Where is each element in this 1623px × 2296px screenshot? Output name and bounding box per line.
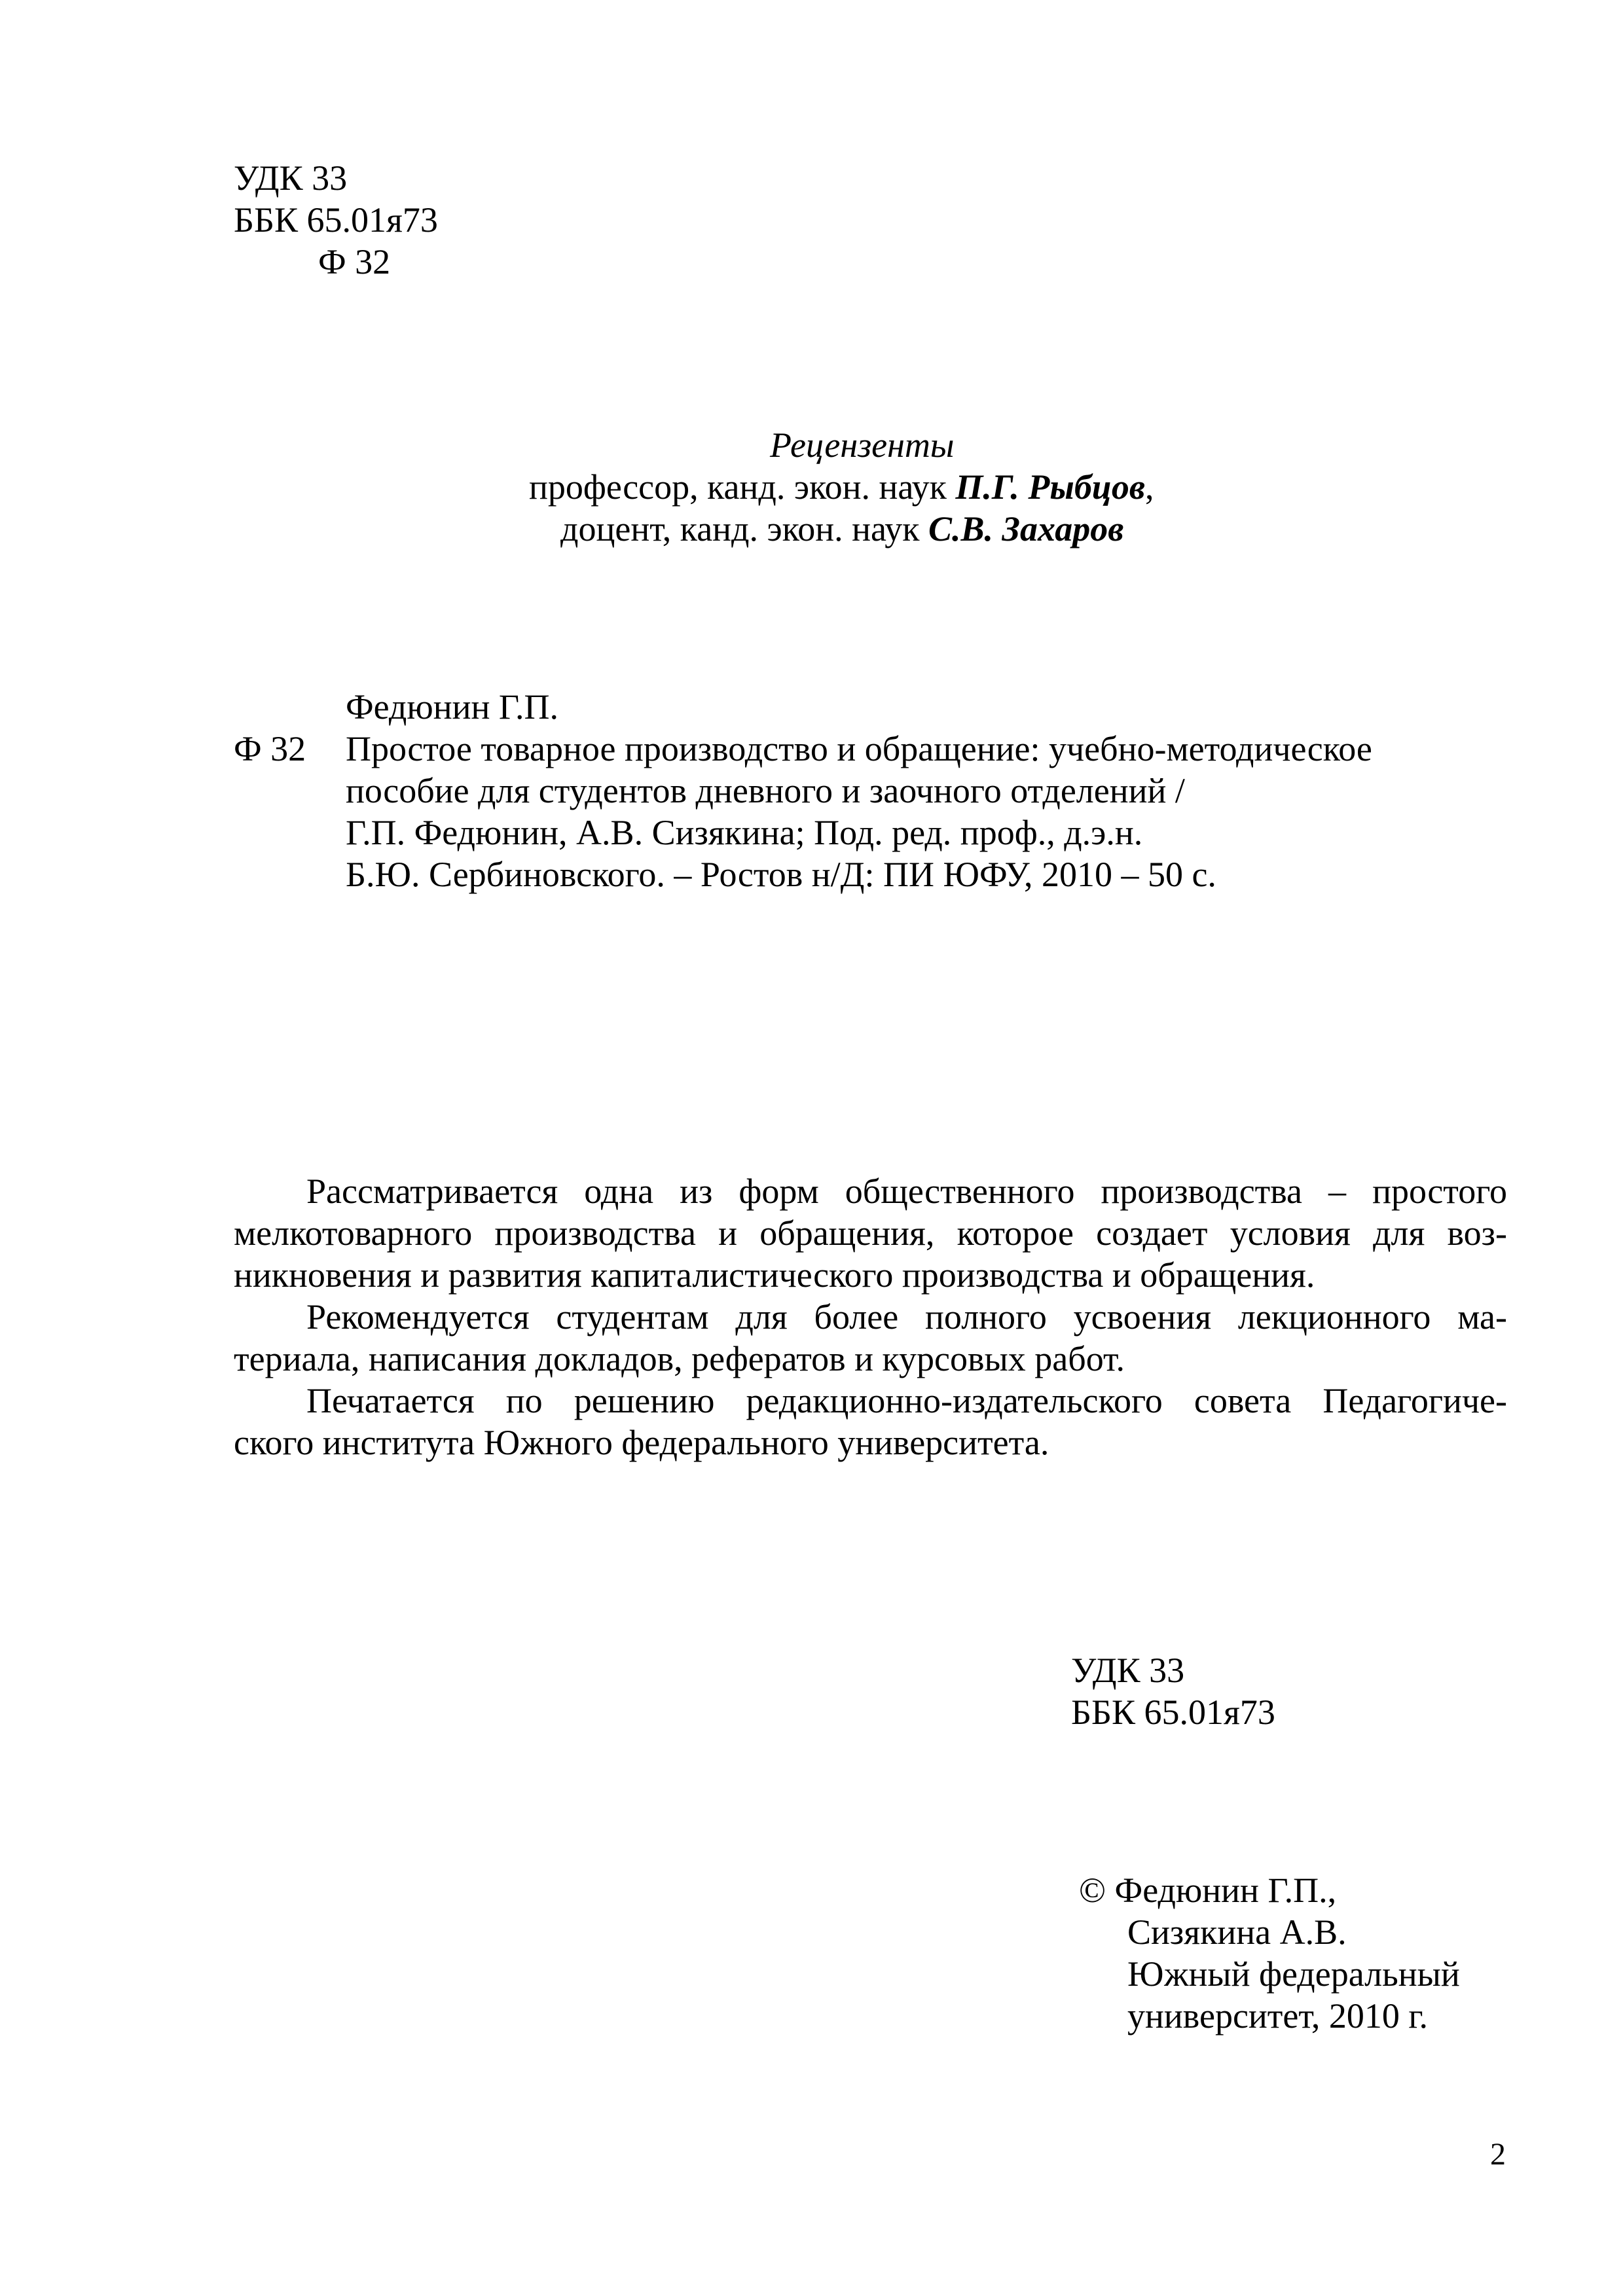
reviewer-2-position: доцент, канд. экон. наук [560,509,920,548]
copyright-line: университет, 2010 г. [1127,1996,1428,2036]
copyright-line: © Федюнин Г.П., [1079,1871,1337,1910]
classification-bbk: ББК 65.01я73 [1071,1693,1275,1732]
reviewer-1 [529,466,1154,508]
page-number: 2 [1490,2137,1506,2172]
biblio-line: Г.П. Федюнин, А.В. Сизякина; Под. ред. проф., д.э.н. [346,813,1143,852]
reviewer-2-name: С.В. Захаров [928,509,1124,548]
reviewer-1-comma: , [1144,467,1154,507]
header-bbk: ББК 65.01я73 [234,200,438,240]
biblio-author: Федюнин Г.П. [346,687,559,726]
biblio-mark: Ф 32 [234,729,306,768]
annotation-line: ского института Южного федерального университета. [234,1423,1049,1462]
annotation-line: никновения и развития капиталистического производства и обращения. [234,1255,1315,1295]
biblio-line: пособие для студентов дневного и заочного отделений / [346,771,1185,810]
copyright-line: Сизякина А.В. [1127,1912,1347,1952]
annotation-line: Рассматривается одна из форм общественного производства – простого [306,1172,1507,1211]
annotation-line: Рекомендуется студентам для более полного усвоения лекционного ма- [306,1297,1507,1336]
annotation-line: Печатается по решению редакционно-издательского совета Педагогиче- [306,1381,1507,1420]
copyright-line: Южный федеральный [1127,1954,1460,1994]
annotation-line: мелкотоварного производства и обращения, которое создает условия для воз- [234,1213,1507,1253]
header-udk: УДК 33 [234,158,348,198]
reviewer-2 [560,508,1123,550]
reviewers-title: Рецензенты [770,425,955,465]
biblio-line: Б.Ю. Сербиновского. – Ростов н/Д: ПИ ЮФУ, 2010 – 50 с. [346,855,1216,894]
header-author-mark: Ф 32 [318,242,391,281]
biblio-line: Простое товарное производство и обращение: учебно-методическое [346,729,1372,768]
classification-udk: УДК 33 [1071,1651,1185,1690]
reviewer-1-position: профессор, канд. экон. наук [529,467,947,507]
reviewer-1-name: П.Г. Рыбцов [955,467,1145,507]
annotation-line: териала, написания докладов, рефератов и курсовых работ. [234,1339,1125,1378]
